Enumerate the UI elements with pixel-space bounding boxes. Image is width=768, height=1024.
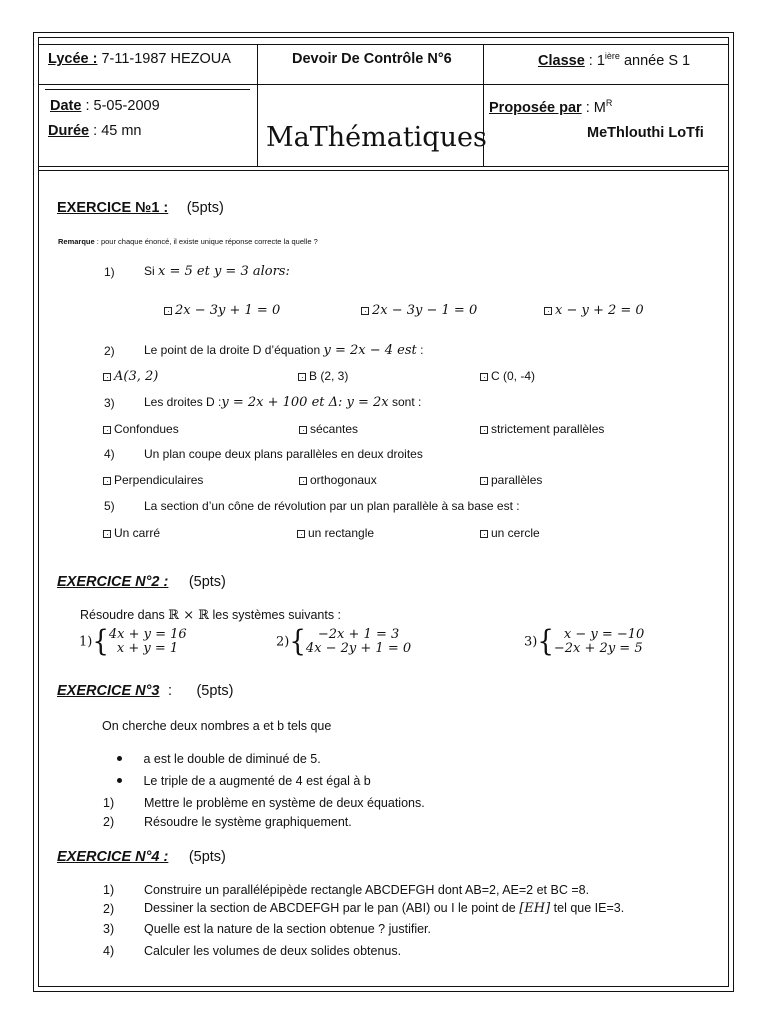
date-cell <box>50 98 160 114</box>
q1-option-c[interactable] <box>544 303 644 318</box>
ex1-points: (5pts) <box>186 200 224 216</box>
ex3-heading <box>57 682 234 700</box>
ex4-heading <box>57 848 226 866</box>
lycee-value: 7-11-1987 HEZOUA <box>101 51 231 67</box>
q1-option-a[interactable] <box>164 303 280 318</box>
ex4-item-2-text-a: Dessiner la section de ABCDEFGH par le pan (ABI) ou I le point de <box>144 901 516 915</box>
q5-num: 5) <box>104 499 115 513</box>
ex4-points: (5pts) <box>188 849 226 865</box>
q5-option-b[interactable] <box>297 526 374 540</box>
ex3-bullet-2-text: Le triple de a augmenté de 4 est égal à b <box>143 774 371 788</box>
ex3-item-2-num: 2) <box>103 815 115 829</box>
ex4-item-2-text <box>144 901 624 916</box>
brace-icon: { <box>92 625 109 659</box>
ex3-bullet-1 <box>117 752 321 766</box>
remark-text: : pour chaque énoncé, il existe unique réponse correcte la quelle ? <box>96 237 318 246</box>
ex3-item-2-text: Résoudre le système graphiquement. <box>144 815 352 829</box>
bullet-icon <box>117 778 122 783</box>
date-label: Date <box>50 98 82 114</box>
system-2-num: 2) <box>276 634 290 650</box>
ex1-title: EXERCICE №1 : <box>57 200 169 216</box>
ex4-item-4-num: 4) <box>103 944 115 958</box>
proposee-colon: : M <box>585 99 606 116</box>
q3-opt-b-text: sécantes <box>310 422 359 436</box>
ex4-item-3-num: 3) <box>103 922 115 936</box>
ex3-bullet-2 <box>117 774 371 788</box>
header-vline-left <box>257 44 258 166</box>
q2-statement <box>144 343 423 358</box>
remark-label: Remarque <box>58 237 95 246</box>
ex3-colon: : <box>167 683 172 699</box>
system-2 <box>276 625 412 659</box>
q5-opt-c-text: un cercle <box>491 526 540 540</box>
checkbox-icon[interactable] <box>103 373 111 381</box>
classe-cell <box>538 51 690 69</box>
brace-icon: { <box>537 625 554 659</box>
q5-opt-a-text: Un carré <box>114 526 161 540</box>
ex4-title: EXERCICE N°4 : <box>57 849 169 865</box>
q4-option-b[interactable] <box>299 473 377 487</box>
q4-num: 4) <box>104 447 115 461</box>
q2-option-c[interactable] <box>480 369 535 383</box>
q3-option-a[interactable] <box>103 422 179 436</box>
bullet-icon <box>117 756 122 761</box>
checkbox-icon[interactable] <box>480 373 488 381</box>
proposee-cell <box>489 98 612 116</box>
q1-stmt: x = 5 et y = 3 alors: <box>158 264 290 279</box>
classe-sup: ière <box>604 51 620 61</box>
system-1-line-1: 4x + y = 16 <box>108 627 187 642</box>
date-value: : 5-05-2009 <box>85 98 160 114</box>
q5-option-a[interactable] <box>103 526 160 540</box>
q5-opt-b-text: un rectangle <box>308 526 375 540</box>
checkbox-icon[interactable] <box>164 307 172 315</box>
ex2-intro-b: les systèmes suivants : <box>212 608 342 622</box>
lycee-cell <box>48 51 231 67</box>
q3-opt-a-text: Confondues <box>114 422 179 436</box>
q2-eq: y = 2x − 4 est <box>323 343 417 358</box>
checkbox-icon[interactable] <box>297 530 305 538</box>
checkbox-icon[interactable] <box>480 426 488 434</box>
q1-num: 1) <box>104 265 115 279</box>
classe-label: Classe <box>538 52 585 69</box>
q4-option-c[interactable] <box>480 473 542 487</box>
q2-num: 2) <box>104 344 115 358</box>
checkbox-icon[interactable] <box>298 373 306 381</box>
subject-text: MaThématiques <box>266 122 487 153</box>
ex3-title: EXERCICE N°3 <box>57 683 160 699</box>
system-2-line-1: −2x + 1 = 3 <box>317 627 400 642</box>
q4-text: Un plan coupe deux plans parallèles en deux droites <box>144 447 423 461</box>
ex2-heading <box>57 573 226 591</box>
q1-opt-a-text: 2x − 3y + 1 = 0 <box>175 303 281 318</box>
ex2-intro <box>80 608 341 623</box>
header-line-mid-2 <box>45 89 250 90</box>
q4-opt-a-text: Perpendiculaires <box>114 473 204 487</box>
checkbox-icon[interactable] <box>299 426 307 434</box>
ex1-heading <box>57 199 224 217</box>
system-1-num: 1) <box>79 634 93 650</box>
system-3 <box>524 625 645 659</box>
subject-title <box>266 122 487 153</box>
header-line-bottom-2 <box>38 170 729 171</box>
system-1-line-2: x + y = 1 <box>116 641 179 656</box>
q2-option-b[interactable] <box>298 369 348 383</box>
q3-statement <box>144 395 421 410</box>
proposee-sup: R <box>605 98 613 108</box>
ex2-title: EXERCICE N°2 : <box>57 574 169 590</box>
ex4-item-2-math: [EH] <box>519 901 551 916</box>
system-3-line-2: −2x + 2y = 5 <box>553 641 643 656</box>
author-name: MeThlouthi LoTfi <box>587 125 704 141</box>
system-3-num: 3) <box>524 634 538 650</box>
ex3-item-1-num: 1) <box>103 796 115 810</box>
q3-eq: y = 2x + 100 et Δ: y = 2x <box>221 395 389 410</box>
q4-opt-c-text: parallèles <box>491 473 543 487</box>
classe-value-2: année S 1 <box>623 52 691 69</box>
ex2-points: (5pts) <box>188 574 226 590</box>
system-3-line-1: x − y = −10 <box>563 627 645 642</box>
q1-opt-c-text: x − y + 2 = 0 <box>555 303 644 318</box>
q1-opt-b-text: 2x − 3y − 1 = 0 <box>372 303 478 318</box>
duree-cell <box>48 123 142 139</box>
ex1-remark <box>58 237 318 246</box>
ex4-item-1-num: 1) <box>103 883 115 897</box>
checkbox-icon[interactable] <box>361 307 369 315</box>
lycee-label: Lycée : <box>48 51 98 67</box>
q2-opt-c-text: C (0, -4) <box>491 369 536 383</box>
checkbox-icon[interactable] <box>299 477 307 485</box>
ex4-item-2-num: 2) <box>103 902 115 916</box>
classe-value: : 1 <box>588 52 605 69</box>
devoir-title: Devoir De Contrôle N°6 <box>292 51 452 67</box>
system-2-line-2: 4x − 2y + 1 = 0 <box>305 641 412 656</box>
ex3-points: (5pts) <box>196 683 234 699</box>
ex4-item-4-text: Calculer les volumes de deux solides obtenus. <box>144 944 402 958</box>
q3-option-c[interactable] <box>480 422 604 436</box>
q3-text: Les droites D : <box>144 395 222 409</box>
duree-label: Durée <box>48 123 90 139</box>
brace-icon: { <box>289 625 306 659</box>
q3-num: 3) <box>104 396 115 410</box>
checkbox-icon[interactable] <box>103 426 111 434</box>
q3-option-b[interactable] <box>299 422 358 436</box>
checkbox-icon[interactable] <box>103 477 111 485</box>
checkbox-icon[interactable] <box>103 530 111 538</box>
q2-opt-b-text: B (2, 3) <box>309 369 349 383</box>
header-line-mid <box>38 84 729 85</box>
ex3-intro: On cherche deux nombres a et b tels que <box>102 719 332 733</box>
q1-prefix: Si <box>144 264 155 278</box>
q2-option-a[interactable] <box>103 369 158 384</box>
checkbox-icon[interactable] <box>480 530 488 538</box>
q3-opt-c-text: strictement parallèles <box>491 422 605 436</box>
proposee-label: Proposée par <box>489 99 582 116</box>
ex4-item-3-text: Quelle est la nature de la section obtenue ? justifier. <box>144 922 431 936</box>
q1-statement <box>144 264 290 279</box>
ex2-intro-set: ℝ × ℝ <box>168 608 210 623</box>
q2-opt-a-text: A(3, 2) <box>114 369 159 384</box>
header-line-bottom <box>38 166 729 167</box>
q5-option-c[interactable] <box>480 526 540 540</box>
q4-option-a[interactable] <box>103 473 203 487</box>
checkbox-icon[interactable] <box>480 477 488 485</box>
ex4-item-1-text: Construire un parallélépipède rectangle ABCDEFGH dont AB=2, AE=2 et BC =8. <box>144 883 590 897</box>
ex2-intro-a: Résoudre dans <box>80 608 165 622</box>
system-1 <box>79 625 187 659</box>
header-line-top <box>38 44 729 45</box>
ex3-bullet-1-text: a est le double de diminué de 5. <box>143 752 321 766</box>
q3-suffix: sont : <box>391 395 422 409</box>
checkbox-icon[interactable] <box>544 307 552 315</box>
q5-text: La section d’un cône de révolution par un plan parallèle à sa base est : <box>144 499 520 513</box>
ex3-item-1-text: Mettre le problème en système de deux équations. <box>144 796 425 810</box>
q2-colon: : <box>420 343 424 357</box>
duree-value: : 45 mn <box>93 123 142 139</box>
q2-text: Le point de la droite D d’équation <box>144 343 321 357</box>
q1-option-b[interactable] <box>361 303 477 318</box>
q4-opt-b-text: orthogonaux <box>310 473 377 487</box>
ex4-item-2-text-b: tel que IE=3. <box>553 901 625 915</box>
